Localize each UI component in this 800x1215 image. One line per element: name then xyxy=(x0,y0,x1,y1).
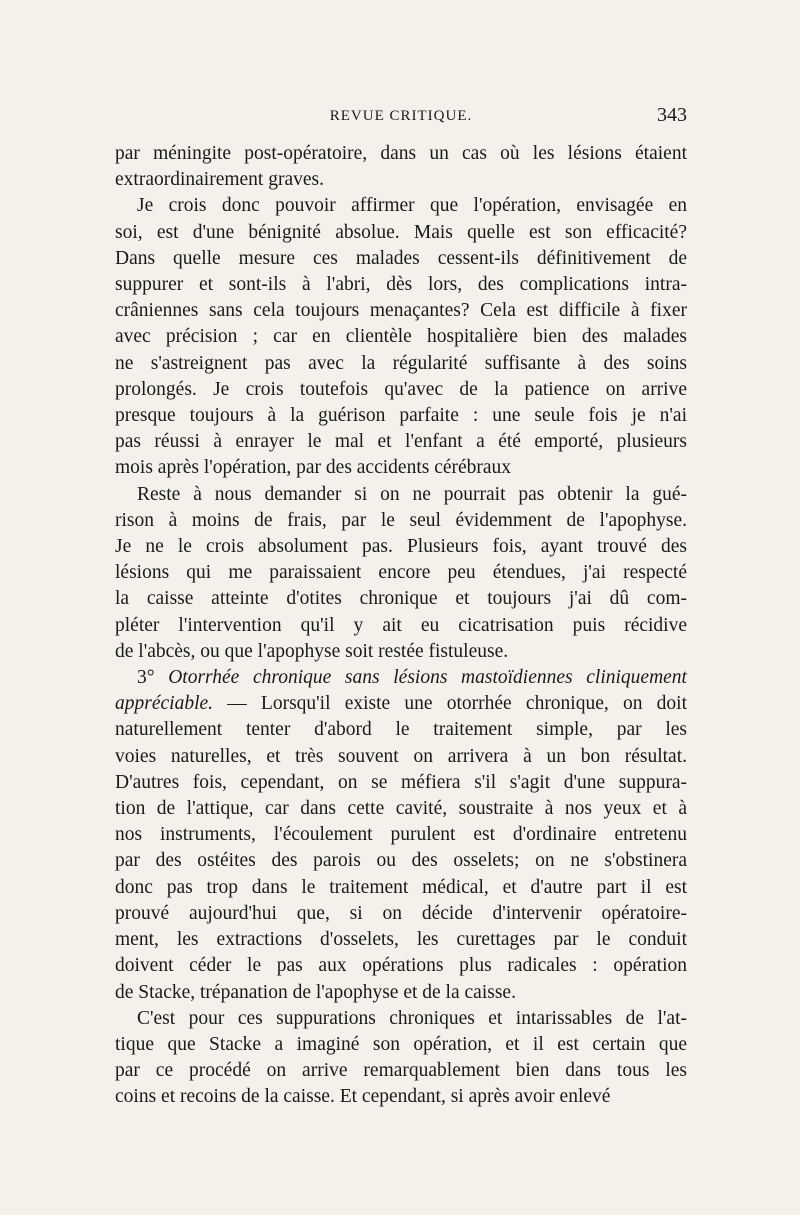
paragraph xyxy=(115,193,687,481)
text-line: suppurer et sont-ils à l'abri, dès lors, des complications intra- xyxy=(115,274,687,296)
page-number: 343 xyxy=(657,104,687,126)
text-line: coins et recoins de la caisse. Et cependant, si après avoir enlevé xyxy=(115,1086,611,1108)
paragraph xyxy=(115,665,687,1006)
text-line: tion de l'attique, car dans cette cavité, soustraite à nos yeux et à xyxy=(115,798,687,820)
text-line: Je ne le crois absolument pas. Plusieurs fois, ayant trouvé des xyxy=(115,536,687,558)
text-line: crâniennes sans cela toujours menaçantes? Cela est difficile à fixer xyxy=(115,300,687,322)
text-line: pléter l'intervention qu'il y ait eu cicatrisation puis récidive xyxy=(115,614,687,636)
text-line: par ce procédé on arrive remarquablement bien dans tous les xyxy=(115,1060,687,1082)
text-line: soi, est d'une bénignité absolue. Mais quelle est son efficacité? xyxy=(115,221,687,243)
text-line: nos instruments, l'écoulement purulent est d'ordinaire entretenu xyxy=(115,824,687,846)
text-line: tique que Stacke a imaginé son opération, et il est certain que xyxy=(115,1033,687,1055)
text-line: doivent céder le pas aux opérations plus radicales : opération xyxy=(115,955,687,977)
text-line: ne s'astreignent pas avec la régularité suffisante à des soins xyxy=(115,352,687,374)
text-line: la caisse atteinte d'otites chronique et toujours j'ai dû com- xyxy=(115,588,687,610)
text-line: de Stacke, trépanation de l'apophyse et de la caisse. xyxy=(115,981,516,1003)
text-line: pas réussi à enrayer le mal et l'enfant a été emporté, plusieurs xyxy=(115,431,687,453)
text-line: 3° Otorrhée chronique sans lésions mastoïdiennes cliniquement xyxy=(137,667,687,689)
paragraph xyxy=(115,482,687,665)
text-line: rison à moins de frais, par le seul évidemment de l'apophyse. xyxy=(115,509,687,531)
text-line: Reste à nous demander si on ne pourrait pas obtenir la gué- xyxy=(137,483,687,505)
running-head: REVUE CRITIQUE. xyxy=(329,108,473,124)
text-line: D'autres fois, cependant, on se méfiera s'il s'agit d'une suppura- xyxy=(115,771,687,793)
text-line: avec précision ; car en clientèle hospitalière bien des malades xyxy=(115,326,687,348)
paragraph xyxy=(115,1006,687,1111)
text-line: naturellement tenter d'abord le traitement simple, par les xyxy=(115,719,687,741)
text-line: donc pas trop dans le traitement médical, et d'autre part il est xyxy=(115,876,687,898)
text-line: Dans quelle mesure ces malades cessent-ils définitivement de xyxy=(115,247,687,269)
text-line: Je crois donc pouvoir affirmer que l'opération, envisagée en xyxy=(137,195,687,217)
text-line: prolongés. Je crois toutefois qu'avec de la patience on arrive xyxy=(115,378,687,400)
text-line: appréciable. — Lorsqu'il existe une otorrhée chronique, on doit xyxy=(115,693,687,715)
text-line: voies naturelles, et très souvent on arrivera à un bon résultat. xyxy=(115,745,687,767)
text-line: prouvé aujourd'hui que, si on décide d'intervenir opératoire- xyxy=(115,902,687,924)
text-line: de l'abcès, ou que l'apophyse soit restée fistuleuse. xyxy=(115,640,509,662)
text-line: extraordinairement graves. xyxy=(115,169,324,191)
text-line: mois après l'opération, par des accidents cérébraux xyxy=(115,457,512,479)
text-line: C'est pour ces suppurations chroniques et intarissables de l'at- xyxy=(137,1007,687,1029)
text-line: lésions qui me paraissaient encore peu étendues, j'ai respecté xyxy=(115,562,687,584)
text-line: par des ostéites des parois ou des osselets; on ne s'obstinera xyxy=(115,850,687,872)
paragraph xyxy=(115,141,687,193)
text-line: ment, les extractions d'osselets, les curettages par le conduit xyxy=(115,929,687,951)
text-line: presque toujours à la guérison parfaite : une seule fois je n'ai xyxy=(115,405,687,427)
page-header xyxy=(115,104,687,134)
text-line: par méningite post-opératoire, dans un cas où les lésions étaient xyxy=(115,143,687,164)
body-text xyxy=(115,141,687,1111)
